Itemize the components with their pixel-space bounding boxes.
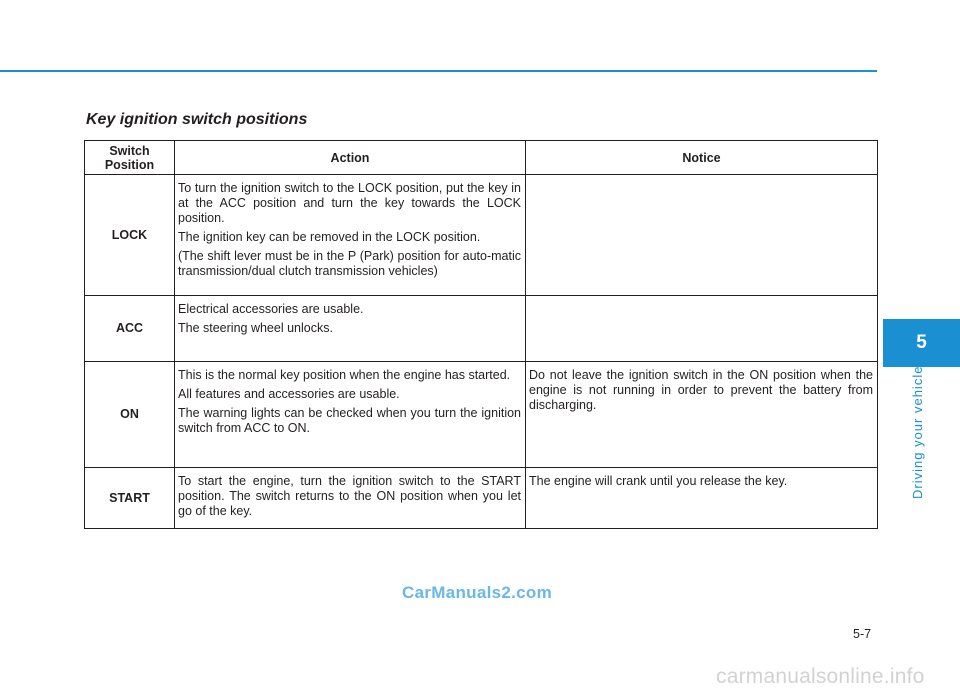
action-lock: [175, 175, 526, 296]
footer-watermark: carmanualsonline.info: [716, 665, 925, 688]
action-text: All features and accessories are usable.: [178, 387, 400, 401]
page-number: 5-7: [853, 627, 872, 641]
header-switch-position: Switch Position: [85, 141, 175, 175]
action-text: The ignition key can be removed in the LOCK position.: [178, 230, 481, 244]
position-lock: LOCK: [85, 175, 175, 296]
section-title: Key ignition switch positions: [86, 111, 308, 128]
chapter-name: Driving your vehicle: [910, 365, 925, 499]
action-text: Electrical accessories are usable.: [178, 302, 364, 316]
action-text: To start the engine, turn the ignition switch to the START position. The switch returns to the ON position when you let go of the key.: [178, 474, 521, 518]
position-acc: ACC: [85, 296, 175, 362]
watermark-link[interactable]: CarManuals2.com: [402, 583, 552, 602]
chapter-number: 5: [916, 332, 927, 353]
table-row-on: [85, 362, 878, 468]
table-row-acc: [85, 296, 878, 362]
notice-start: The engine will crank until you release the key.: [526, 468, 878, 529]
position-start: START: [85, 468, 175, 529]
position-on: ON: [85, 362, 175, 468]
action-text: The warning lights can be checked when you turn the ignition switch from ACC to ON.: [178, 406, 521, 435]
table-row-start: [85, 468, 878, 529]
action-acc: [175, 296, 526, 362]
chapter-tab: [883, 319, 960, 367]
notice-lock: [526, 175, 878, 296]
action-text: (The shift lever must be in the P (Park) position for auto-matic transmission/dual clutch transmission vehicles): [178, 249, 521, 278]
table-header-row: [85, 141, 878, 175]
action-text: This is the normal key position when the engine has started.: [178, 368, 511, 382]
header-notice: Notice: [526, 141, 878, 175]
header-action: Action: [175, 141, 526, 175]
notice-on: Do not leave the ignition switch in the ON position when the engine is not running in order to prevent the battery from discharging.: [526, 362, 878, 468]
action-on: [175, 362, 526, 468]
ignition-positions-table: [84, 140, 878, 529]
action-text: To turn the ignition switch to the LOCK position, put the key in at the ACC position and turn the key towards the LOCK position.: [178, 181, 521, 225]
notice-acc: [526, 296, 878, 362]
action-text: The steering wheel unlocks.: [178, 321, 333, 335]
action-start: [175, 468, 526, 529]
header-rule: [0, 70, 877, 72]
table-row-lock: [85, 175, 878, 296]
